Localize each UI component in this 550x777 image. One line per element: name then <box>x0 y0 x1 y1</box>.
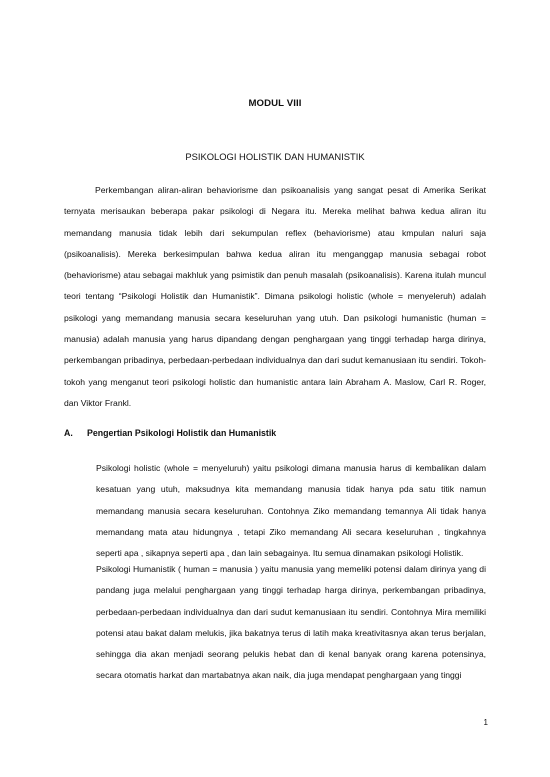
holistic-paragraph <box>96 458 486 564</box>
page-number: 1 <box>483 718 488 727</box>
holistic-paragraph-text: Psikologi holistic (whole = menyeluruh) yaitu psikologi dimana manusia harus di kembalikan dalam kesatuan yang utuh, maksudnya kita memandang manusia tidak hanya pda satu titik namun memandang manusia secara keseluruhan. Contohnya Ziko memandang temannya Ali tidak hanya memandang mata atau hidungnya , tetapi Ziko memandang Ali secara keseluruhan , tingkahnya seperti apa , sikapnya seperti apa , dan lain sebagainya. Itu semua dinamakan psikologi Holistik. <box>96 463 486 559</box>
section-heading-text: Pengertian Psikologi Holistik dan Humanistik <box>87 428 277 438</box>
page-title: PSIKOLOGI HOLISTIK DAN HUMANISTIK <box>185 151 365 162</box>
humanistic-paragraph: Psikologi Humanistik ( human = manusia ) yaitu manusia yang memeliki potensi dalam dirinya yang di pandang juga melalui penghargaan yang tinggi terhadap harga dirinya, perkembangan pribadinya, perbedaan-perbedaan individualnya dan dari sudut kemanusiaan itu sendiri. Contohnya Mira memiliki potensi atau bakat dalam melukis, jika bakatnya terus di latih maka kreativitasnya akan terus berjalan, sehingga dia akan menjadi seorang pelukis hebat dan di kenal banyak orang karena potensinya, secara otomatis harkat dan martabatnya akan naik, dia juga mendapat penghargaan yang tinggi <box>96 564 486 681</box>
section-number: A. <box>64 428 73 438</box>
module-label: MODUL VIII <box>248 98 302 109</box>
section-heading <box>64 428 276 438</box>
intro-paragraph: Perkembangan aliran-aliran behaviorisme dan psikoanalisis yang sangat pesat di Amerika Serikat ternyata merisaukan beberapa pakar psikologi di Negara itu. Mereka melihat bahwa kedua aliran itu memandang manusia tidak lebih dari sekumpulan reflex (behaviorisme) atau kmpulan naluri saja (psikoanalisis). Mereka berkesimpulan bahwa kedua aliran itu menganggap manusia sebagai robot (behaviorisme) atau sebagai makhluk yang psimistik dan penuh masalah (psikoanalisis). Karena itulah muncul teori tentang “Psikologi Holistik dan Humanistik”. Dimana psikologi holistic (whole = menyeleruh) adalah psikologi yang memandang manusia secara keseluruhan yang utuh. Dan psikologi humanistic (human = manusia) adalah manusia yang harus dipandang dengan penghargaan yang tinggi terhadap harga dirinya, perkembangan pribadinya, perbedaan-perbedaan individualnya dan dari sudut kemanusiaan itu sendiri. Tokoh-tokoh yang menganut teori psikologi holistic dan humanistic antara lain Abraham A. Maslow, Carl R. Roger, dan Viktor Frankl. <box>64 185 486 408</box>
